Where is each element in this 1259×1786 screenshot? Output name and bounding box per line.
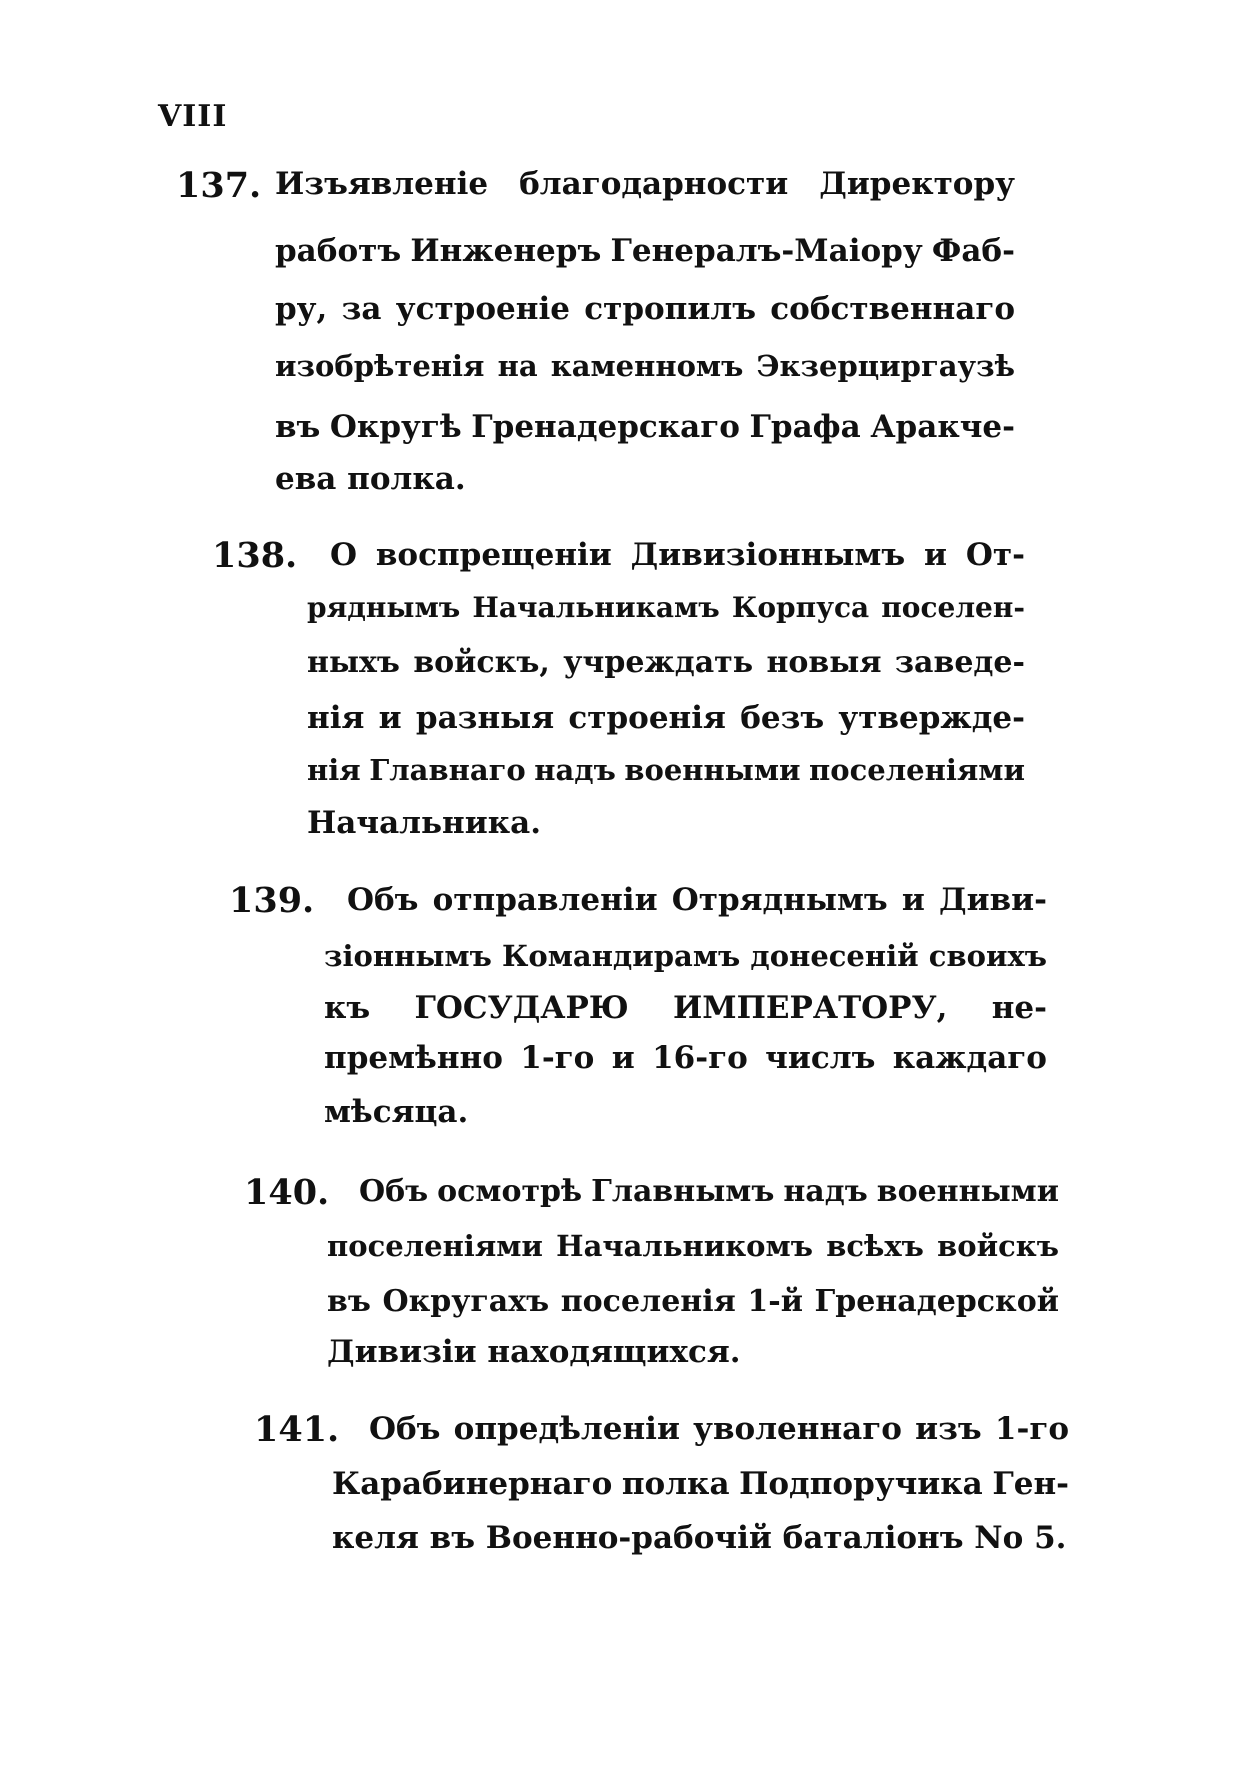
entry-number: 140. <box>244 1172 330 1213</box>
entry-line: къ ГОСУДАРЮ ИМПЕРАТОРУ, не- <box>324 990 1047 1026</box>
entry-number: 139. <box>229 880 315 921</box>
entry-line: премѣнно 1-го и 16-го числъ каждаго <box>324 1040 1047 1076</box>
entry-line: келя въ Военно-рабочій баталіонъ No 5. <box>332 1520 1067 1556</box>
entry-line: Дивизіи находящихся. <box>327 1334 741 1370</box>
entry-line: въ Округѣ Гренадерскаго Графа Аракче- <box>275 409 1015 445</box>
page-number: VIII <box>158 99 228 134</box>
entry-line: поселеніями Начальникомъ всѣхъ войскъ <box>327 1229 1059 1263</box>
entry-line: въ Округахъ поселенія 1-й Гренадерской <box>327 1284 1059 1319</box>
entry-line: ныхъ войскъ, учреждать новыя заведе- <box>307 645 1025 680</box>
entry-number: 138. <box>212 535 298 576</box>
entry-line: Изъявленіе благодарности Директору <box>275 166 1015 202</box>
entry-line: нія Главнаго надъ военными поселеніями <box>307 753 1025 787</box>
entry-number: 137. <box>176 165 262 206</box>
entry-line: Начальника. <box>307 805 541 841</box>
entry-line: изобрѣтенія на каменномъ Экзерциргаузѣ <box>275 349 1015 383</box>
entry-line: ряднымъ Начальникамъ Корпуса поселен- <box>307 591 1025 624</box>
entry-number: 141. <box>254 1409 340 1450</box>
entry-line: Карабинернаго полка Подпоручика Ген- <box>332 1466 1069 1502</box>
entry-line: ру, за устроеніе стропилъ собственнаго <box>275 291 1015 327</box>
entry-line: мѣсяца. <box>324 1094 469 1130</box>
entry-line: работъ Инженеръ Генералъ-Маіору Фаб- <box>275 233 1015 269</box>
entry-line: ева полка. <box>275 461 466 497</box>
entry-line: зіоннымъ Командирамъ донесеній своихъ <box>324 939 1047 973</box>
entry-line: О воспрещеніи Дивизіоннымъ и От- <box>330 537 1025 573</box>
entry-line: Объ опредѣленіи уволеннаго изъ 1-го <box>369 1411 1069 1447</box>
entry-line: Объ отправленіи Отряднымъ и Диви- <box>347 882 1047 918</box>
entry-line: нія и разныя строенія безъ утвержде- <box>307 700 1025 736</box>
entry-line: Объ осмотрѣ Главнымъ надъ военными <box>359 1174 1059 1209</box>
